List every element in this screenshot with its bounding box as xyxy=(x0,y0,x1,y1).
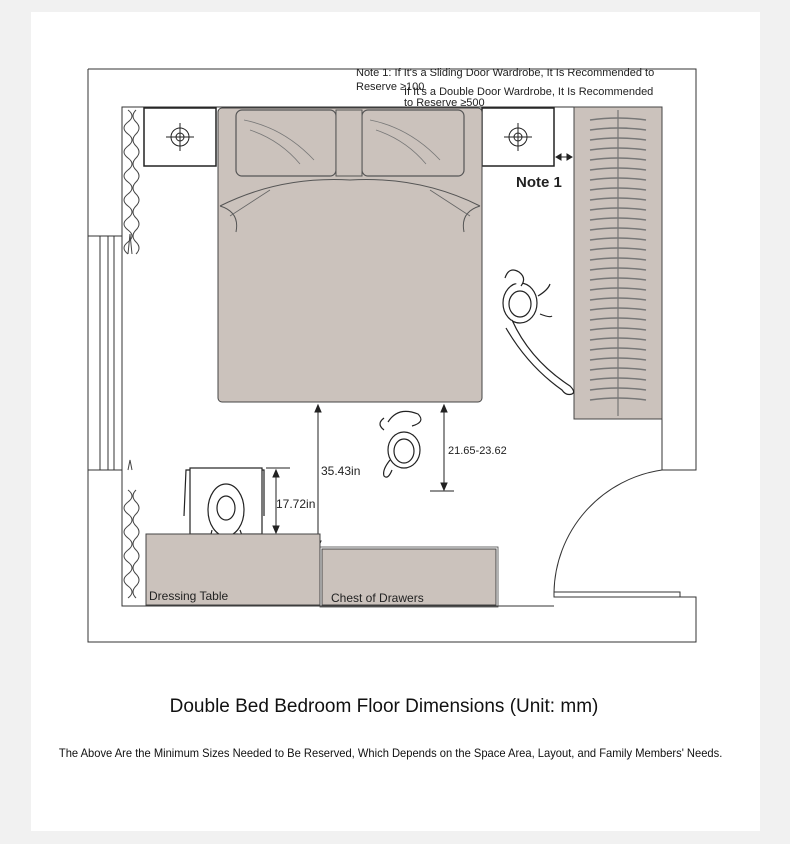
nightstand-right xyxy=(482,108,554,166)
double-bed xyxy=(218,108,482,402)
dim-label-bed-to-drawers: 35.43in xyxy=(321,464,361,478)
note1-line2: Reserve ≥100 xyxy=(356,81,425,93)
diagram-subtitle: The Above Are the Minimum Sizes Needed to Be Reserved, Which Depends on the Space Area, Layout, and Family Members' Needs. xyxy=(58,746,723,760)
person-at-bed xyxy=(380,411,421,477)
note1-line1: Note 1: If It's a Sliding Door Wardrobe, It Is Recommended to xyxy=(356,67,655,79)
wardrobe xyxy=(574,107,662,419)
person-at-wardrobe xyxy=(503,270,574,395)
note1-label: Note 1 xyxy=(516,174,562,191)
note1-line4: to Reserve ≥500 xyxy=(404,97,485,109)
dressing-table-label: Dressing Table xyxy=(149,589,229,603)
nightstand-left xyxy=(144,108,216,166)
curtain-bottom xyxy=(124,460,139,598)
window xyxy=(88,236,122,470)
note1-line3: If It's a Double Door Wardrobe, It Is Recommended xyxy=(404,86,654,98)
curtain-top xyxy=(124,110,139,254)
wardrobe-gap-arrow xyxy=(556,154,572,160)
door-swing xyxy=(554,470,680,597)
dim-label-chair-depth: 17.72in xyxy=(276,497,316,511)
dim-label-bed-to-person: 21.65-23.62 xyxy=(448,445,507,457)
diagram-title: Double Bed Bedroom Floor Dimensions (Unit: mm) xyxy=(169,696,599,717)
chest-of-drawers-label: Chest of Drawers xyxy=(331,591,424,605)
